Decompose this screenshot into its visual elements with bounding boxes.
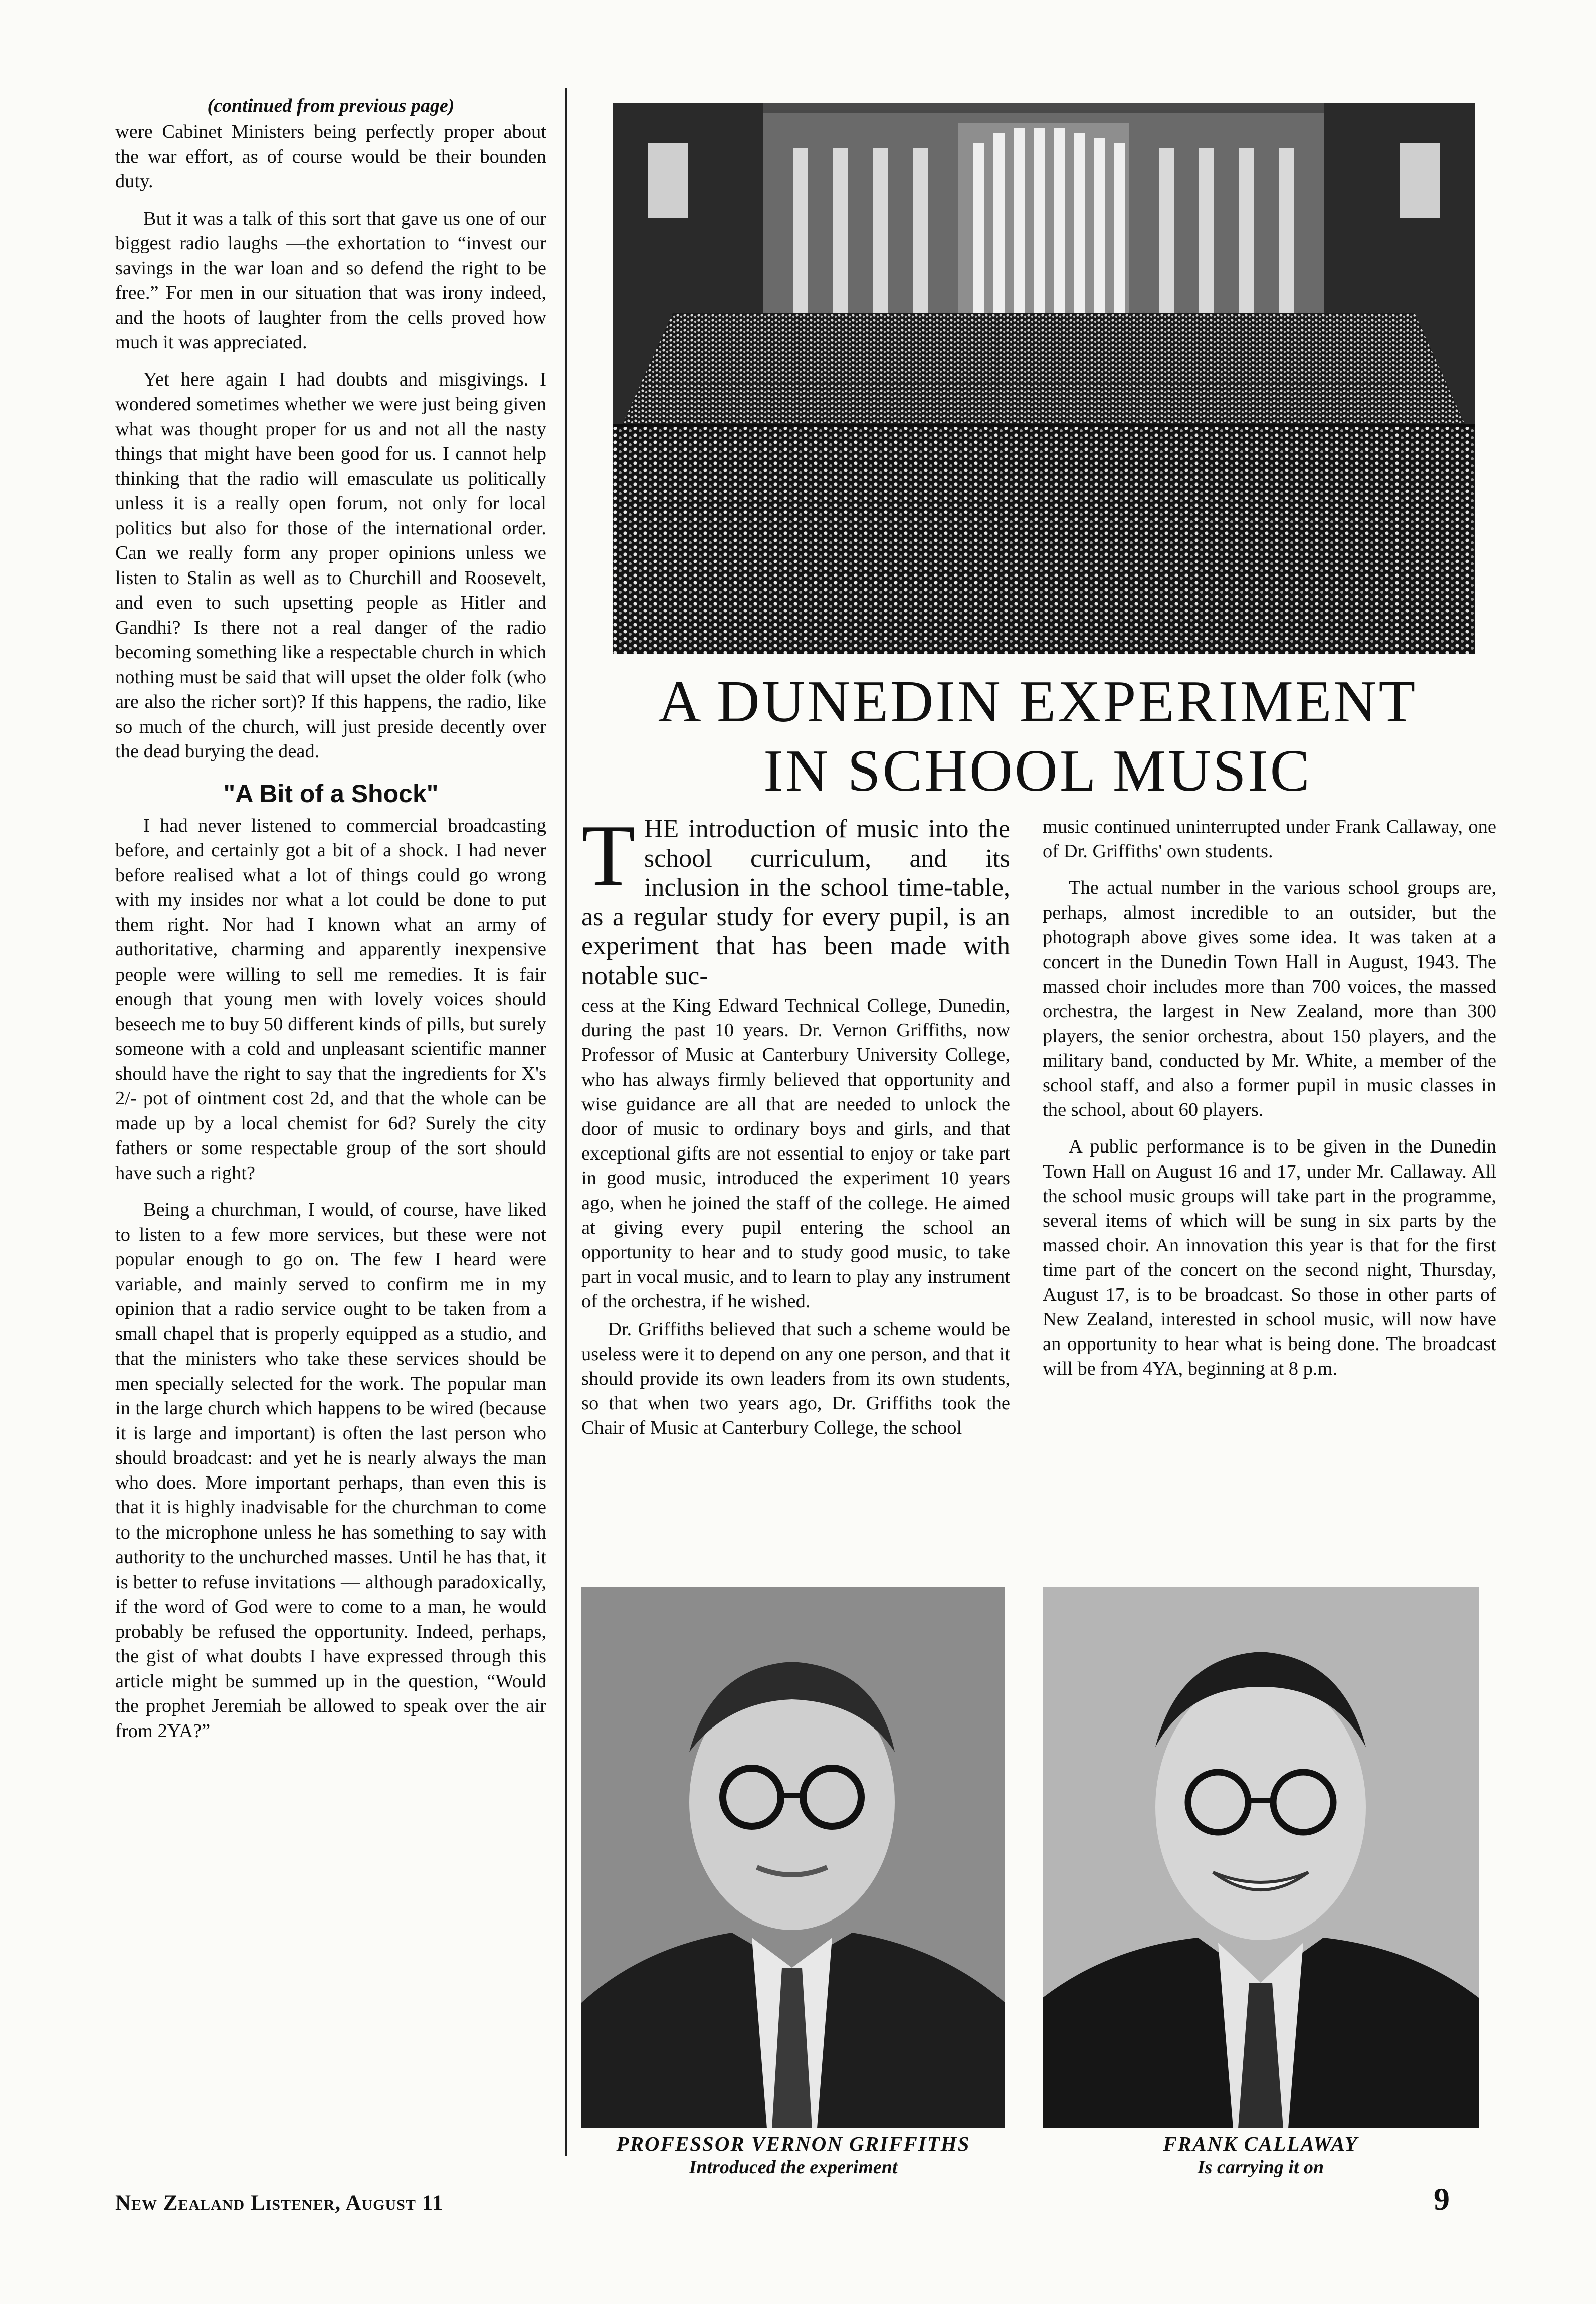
drop-cap: T <box>581 807 635 904</box>
article-lead-paragraph <box>581 807 1010 991</box>
article-paragraph-2: Dr. Griffiths believed that such a scheme would be useless were it to depend on any one person, and that it should provide its own leaders from its own students, so that when two years ago, Dr. Griffiths took the Chair of Music at Canterbury College, the school <box>581 1318 1010 1439</box>
continued-note: (continued from previous page) <box>207 95 455 116</box>
column-divider <box>565 88 567 2156</box>
article-title-line-1: A DUNEDIN EXPERIMENT <box>658 668 1418 734</box>
article-column-right <box>1043 815 1496 1381</box>
article-column-middle <box>581 807 1010 1441</box>
page-number: 9 <box>1434 2181 1450 2217</box>
left-paragraph-3: Yet here again I had doubts and misgivings. I wondered sometimes whether we were just being given what was thought proper for us and not all the nasty things that might have been good for us. I cannot help thinking that the radio will emasculate us politically unless it is a really open forum, not only for local politics but also for those of the international order. Can we really form any proper opinions unless we listen to Stalin as well as to Churchill and Roosevelt, and even to such upsetting people as Hitler and Gandhi? Is there not a real danger of the radio becoming something like a respectable church in which nothing must be said that will upset the older folk (who are also the richer sort)? If this happens, the radio, like so much of the church, will just preside decently over the dead burying the dead. <box>115 368 546 762</box>
article-paragraph-3: music continued uninterrupted under Frank Callaway, one of Dr. Griffiths' own students. <box>1043 816 1496 862</box>
article-paragraph-5: A public performance is to be given in the Dunedin Town Hall on August 16 and 17, under Mr. Callaway. All the school music groups will take part in the programme, several items of which will be sung in six parts by the massed choir. An innovation this year is that for the first time part of the concert on the second night, Thursday, August 17, is to be broadcast. So those in other parts of New Zealand, interested in school music, will now have an opportunity to hear what is being done. The broadcast will be from 4YA, beginning at 8 p.m. <box>1043 1136 1496 1380</box>
left-paragraph-4: I had never listened to commercial broadcasting before, and certainly got a bit of a shock. I had never before realised what a lot of things could go wrong with my insides nor what a lot could be done to put them right. Nor had I known what an army of authoritative, charming and apparently inexpensive people were willing to sell me remedies. It is fair enough that young men with lovely voices should beseech me to buy 50 different kinds of pills, but surely someone with a cold and unpleasant scientific manner should have the right to say that the ingredients for X's 2/- pot of ointment cost 2d, and that the whole can be made up by a local chemist for 6d? Surely the city fathers or some respectable group of the sort should have such a right? <box>115 815 546 1184</box>
left-paragraph-5: Being a churchman, I would, of course, have liked to listen to a few more services, but these were not popular enough to go on. The few I heard were variable, and mainly served to confirm me in my opinion that a radio service ought to be taken from a small chapel that is properly equipped as a studio, and that the ministers who take these services should be men specially selected for the work. The popular man in the large church which happens to be wired (because it is large and important) is often the last person who should broadcast: and yet he is nearly always the man who does. More important perhaps, than even this is that it is highly inadvisable for the churchman to come to the microphone unless he has something to say with authority to the unchurched masses. Until he has that, it is better to refuse invitations — although paradoxically, if the word of God were to come to a man, he would probably be refused the opportunity. Indeed, perhaps, the gist of what doubts I have expressed through this article might be summed up in the question, “Would the prophet Jeremiah be allowed to speak over the air from 2YA?” <box>115 1199 546 1742</box>
publication-footer: New Zealand Listener, August 11 <box>115 2191 444 2215</box>
caption-griffiths-name: PROFESSOR VERNON GRIFFITHS <box>616 2132 970 2155</box>
left-paragraph-1: were Cabinet Ministers being perfectly proper about the war effort, as of course would be their bounden duty. <box>115 121 546 192</box>
article-title-line-2: IN SCHOOL MUSIC <box>763 737 1312 804</box>
caption-callaway <box>1043 2132 1479 2179</box>
article-paragraph-4: The actual number in the various school groups are, perhaps, almost incredible to an outsider, but the photograph above gives some idea. It was taken at a concert in the Dunedin Town Hall in August, 1943. The massed choir includes more than 700 voices, the massed orchestra, the largest in New Zealand, more than 300 players, the senior orchestra, about 150 players, and the military band, conducted by Mr. White, a member of the school staff, and also a former pupil in music classes in the school, about 60 players. <box>1043 877 1496 1121</box>
left-paragraph-2: But it was a talk of this sort that gave us one of our biggest radio laughs —the exhortation to “invest our savings in the war loan and so defend the right to be free.” For men in our situation that was irony indeed, and the hoots of laughter from the cells proved how much it was appreciated. <box>115 208 546 353</box>
left-column <box>115 93 546 1744</box>
portrait-griffiths-photo <box>581 1587 1005 2128</box>
portrait-callaway-photo <box>1043 1587 1479 2128</box>
concert-photo <box>613 103 1475 654</box>
caption-griffiths <box>556 2132 1030 2179</box>
lead-text: HE introduction of music into the school curriculum, and its inclusion in the school time-table, as a regular study for every pupil, is an experiment that has been made with notable suc- <box>581 815 1010 990</box>
caption-callaway-name: FRANK CALLAWAY <box>1163 2132 1358 2155</box>
article-title <box>581 667 1494 805</box>
article-paragraph-1: cess at the King Edward Technical College, Dunedin, during the past 10 years. Dr. Vernon Griffiths, now Professor of Music at Canterbury University College, who has always firmly believed that opportunity and wise guidance are all that are needed to unlock the door of music to ordinary boys and girls, and that exceptional gifts are not essential to enjoy or take part in good music, introduced the experiment 10 years ago, when he joined the staff of the college. He aimed at giving every pupil entering the school an opportunity to hear and to study good music, to take part in vocal music, and to learn to play any instrument of the orchestra, if he wished. <box>581 995 1010 1312</box>
section-subheading: "A Bit of a Shock" <box>223 779 439 808</box>
caption-callaway-description: Is carrying it on <box>1197 2157 1324 2178</box>
caption-griffiths-description: Introduced the experiment <box>689 2157 898 2178</box>
